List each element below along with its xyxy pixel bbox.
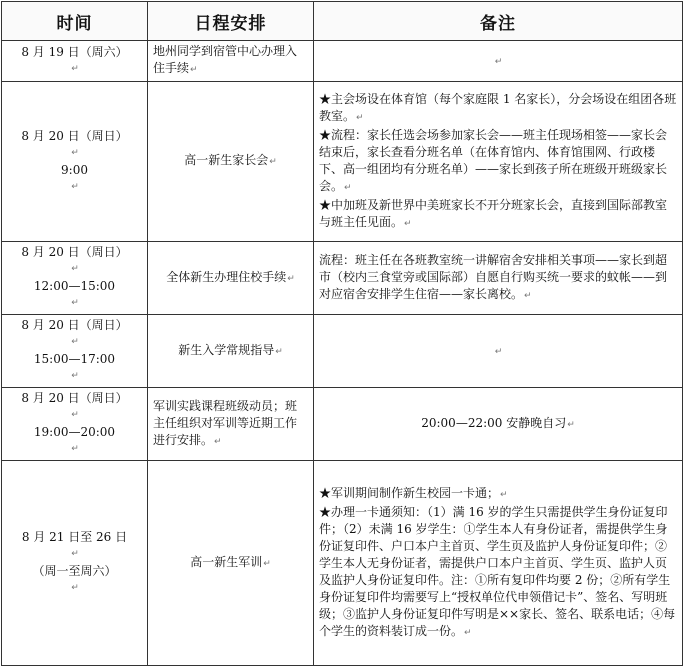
paragraph-mark: ↵ bbox=[71, 264, 79, 274]
notes-cell bbox=[314, 315, 683, 388]
notes-cell bbox=[314, 41, 683, 82]
empty-note bbox=[494, 343, 503, 357]
paragraph-mark: ↵ bbox=[263, 558, 271, 569]
header-notes: 备注 bbox=[314, 2, 683, 41]
schedule-table bbox=[1, 1, 683, 666]
event-text: 新生入学常规指导↵ bbox=[178, 342, 283, 357]
time-text: 12:00—15:00 ↵ bbox=[7, 278, 142, 312]
table-row bbox=[2, 82, 683, 242]
time-cell bbox=[2, 41, 148, 82]
event-cell bbox=[148, 388, 314, 461]
paragraph-mark: ↵ bbox=[356, 112, 364, 123]
time-cell bbox=[2, 242, 148, 315]
paragraph-mark: ↵ bbox=[71, 298, 79, 308]
note-text: ★中加班及新世界中美班家长不开分班家长会，直接到国际部教室与班主任见面。↵ bbox=[319, 197, 668, 229]
event-text: 军训实践课程班级动员；班主任组织对军训等近期工作进行安排。↵ bbox=[153, 398, 298, 447]
time-text: 8 月 20 日（周日） ↵ bbox=[7, 128, 142, 162]
paragraph-mark: ↵ bbox=[269, 157, 277, 167]
event-cell bbox=[148, 242, 314, 315]
paragraph-mark: ↵ bbox=[404, 218, 412, 229]
event-text: 地州同学到宿管中心办理入住手续↵ bbox=[153, 44, 298, 75]
table-row bbox=[2, 461, 683, 666]
time-cell bbox=[2, 388, 148, 461]
paragraph-mark: ↵ bbox=[524, 290, 532, 301]
table-row bbox=[2, 41, 683, 82]
note-text: 20:00—22:00 安静晚自习↵ bbox=[421, 415, 575, 430]
paragraph-mark: ↵ bbox=[71, 371, 79, 381]
time-text: （周一至周六） ↵ bbox=[7, 563, 142, 597]
notes-cell bbox=[314, 461, 683, 666]
paragraph-mark: ↵ bbox=[71, 444, 79, 454]
notes-cell bbox=[314, 388, 683, 461]
paragraph-mark: ↵ bbox=[71, 147, 79, 158]
time-text: 8 月 20 日（周日） ↵ bbox=[7, 244, 142, 278]
table-body bbox=[2, 41, 683, 666]
paragraph-mark: ↵ bbox=[71, 410, 79, 420]
table-row bbox=[2, 388, 683, 461]
notes-cell bbox=[314, 242, 683, 315]
paragraph-mark: ↵ bbox=[494, 56, 503, 67]
empty-note bbox=[494, 53, 503, 67]
paragraph-mark: ↵ bbox=[71, 549, 79, 559]
time-cell bbox=[2, 82, 148, 242]
time-text: 15:00—17:00 ↵ bbox=[7, 351, 142, 385]
event-text: 全体新生办理住校手续↵ bbox=[166, 269, 295, 284]
paragraph-mark: ↵ bbox=[71, 583, 79, 593]
time-text: 19:00—20:00 ↵ bbox=[7, 424, 142, 458]
time-text: 9:00 ↵ bbox=[7, 162, 142, 196]
paragraph-mark: ↵ bbox=[494, 346, 503, 357]
note-text: 流程：班主任在各班教室统一讲解宿舍安排相关事项——家长到超市（校内三食堂旁或国际部）自愿自行购买统一要求的蚊帐——到对应宿舍安排学生住宿——家长离校。↵ bbox=[319, 252, 668, 301]
note-text: ★办理一卡通须知：（1）满 16 岁的学生只需提供学生身份证复印件；（2）未满 16 岁学生：①学生本人有身份证者，需提供学生身份证复印件、户口本户主首页、学生页及监护人身份证复印件；②学生本人无身份证者，需提供户口本户主首页、学生页、监护人页及监护人身份证复印件。注：①所有复印件均要 2 份；②所有学生身份证复印件均需要写上“授权单位代申领借记卡”、签名、写明班级；③监护人身份证复印件写明是××家长、签名、联系电话；④每个学生的资料装订成一份。↵ bbox=[319, 504, 676, 638]
notes-cell bbox=[314, 82, 683, 242]
event-text: 高一新生家长会↵ bbox=[184, 153, 277, 167]
paragraph-mark: ↵ bbox=[287, 273, 295, 284]
event-cell bbox=[148, 315, 314, 388]
paragraph-mark: ↵ bbox=[190, 65, 198, 75]
event-cell bbox=[148, 82, 314, 242]
note-text: ★流程：家长任选会场参加家长会——班主任现场相签——家长会结束后，家长查看分班名单（在体育馆内、体育馆围网、行政楼下、高一组团均有分班名单）——家长到孩子所在班级开班级家长会。↵ bbox=[319, 127, 668, 193]
header-schedule: 日程安排 bbox=[148, 2, 314, 41]
paragraph-mark: ↵ bbox=[71, 181, 79, 192]
table-row bbox=[2, 315, 683, 388]
header-row bbox=[2, 2, 683, 41]
table-row bbox=[2, 242, 683, 315]
note-text: ★主会场设在体育馆（每个家庭限 1 名家长），分会场设在组团各班教室。↵ bbox=[319, 91, 677, 123]
paragraph-mark: ↵ bbox=[275, 346, 283, 357]
time-text: 8 月 19 日（周六） ↵ bbox=[7, 44, 142, 78]
paragraph-mark: ↵ bbox=[500, 489, 508, 500]
time-text: 8 月 20 日（周日） ↵ bbox=[7, 317, 142, 351]
event-cell bbox=[148, 461, 314, 666]
header-time: 时间 bbox=[2, 2, 148, 41]
note-text: ★军训期间制作新生校园一卡通；↵ bbox=[319, 485, 508, 500]
paragraph-mark: ↵ bbox=[214, 436, 222, 447]
event-cell bbox=[148, 41, 314, 82]
paragraph-mark: ↵ bbox=[344, 182, 352, 193]
paragraph-mark: ↵ bbox=[71, 337, 79, 347]
event-text: 高一新生军训↵ bbox=[190, 554, 271, 569]
time-cell bbox=[2, 461, 148, 666]
time-text: 8 月 21 日至 26 日 ↵ bbox=[7, 529, 142, 563]
paragraph-mark: ↵ bbox=[464, 627, 472, 638]
paragraph-mark: ↵ bbox=[71, 64, 79, 74]
time-text: 8 月 20 日（周日） ↵ bbox=[7, 390, 142, 424]
time-cell bbox=[2, 315, 148, 388]
paragraph-mark: ↵ bbox=[567, 419, 575, 430]
